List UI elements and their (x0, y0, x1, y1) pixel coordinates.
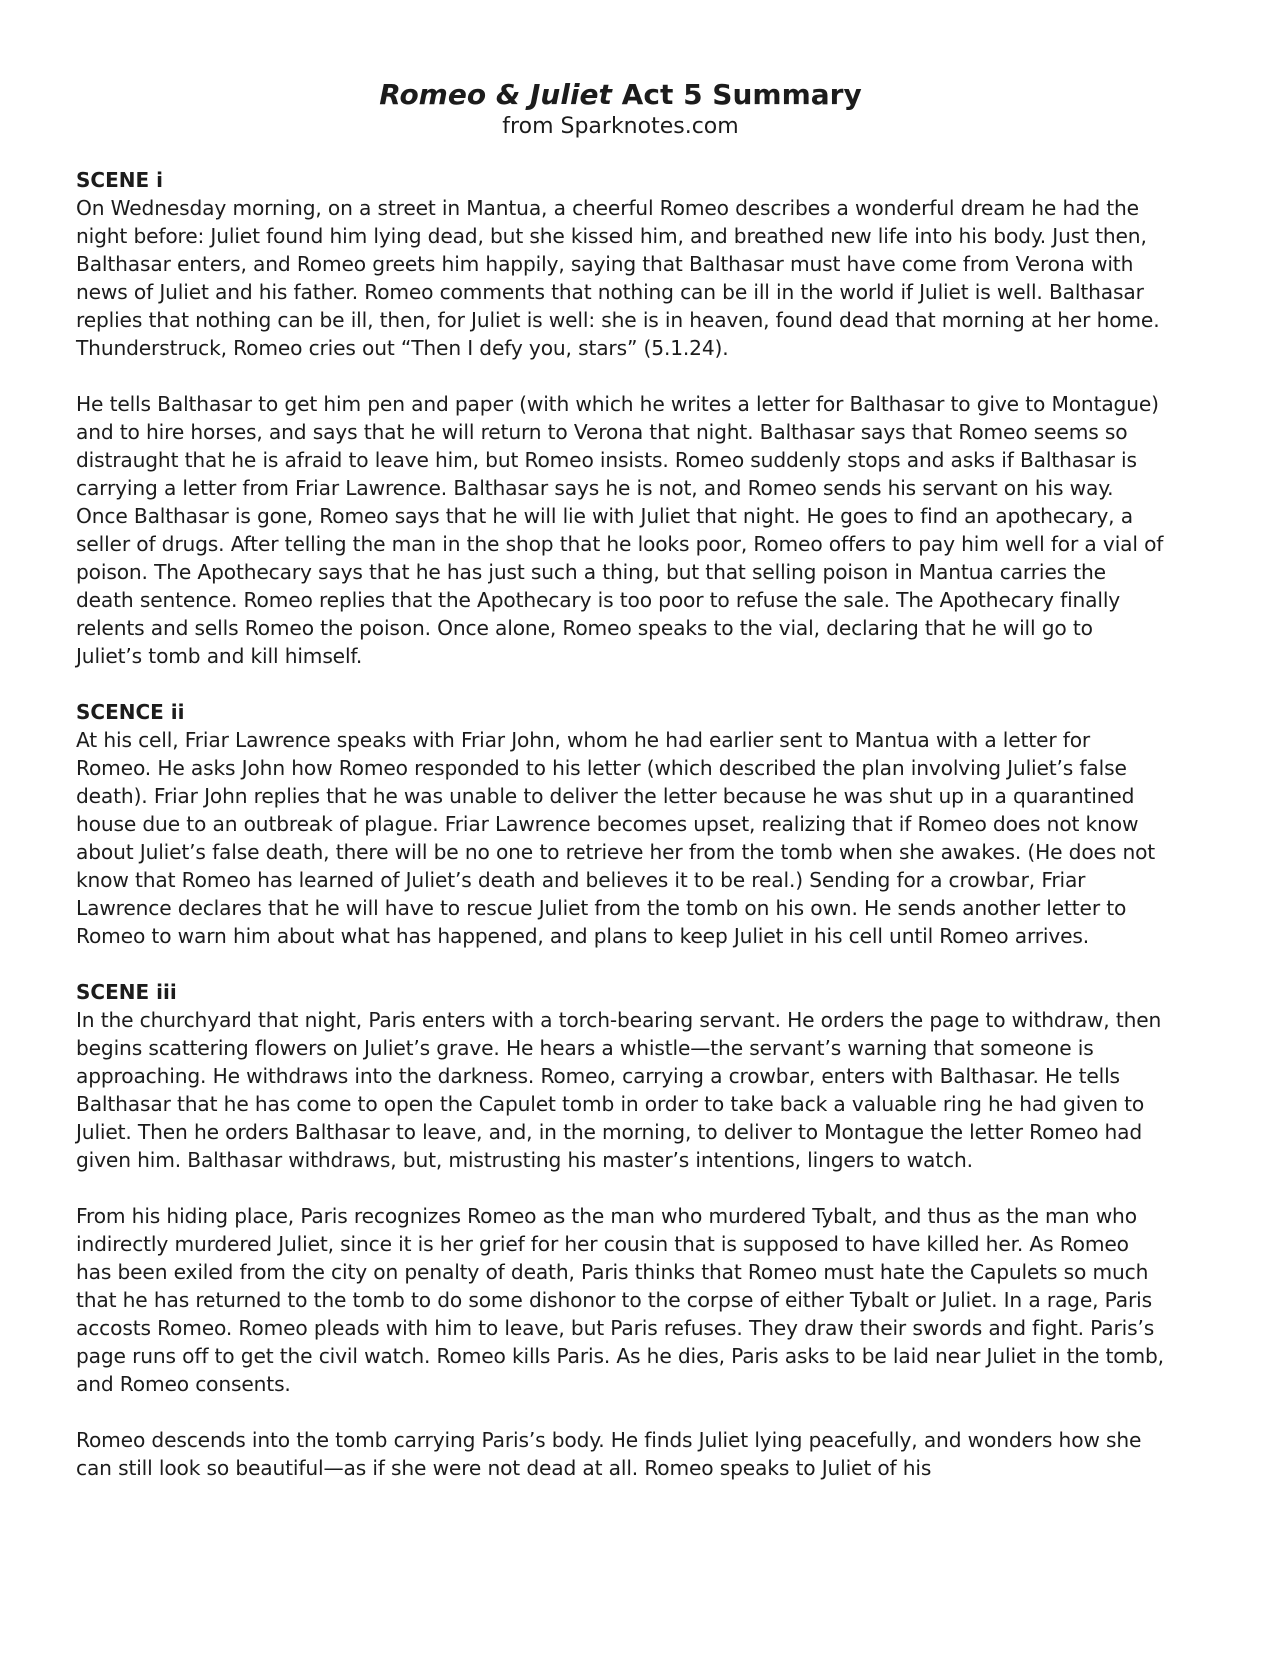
scene-3-heading: SCENE iii (76, 980, 177, 1004)
document-title (76, 78, 1165, 112)
document-title-act: Act 5 Summary (621, 78, 862, 111)
scene-1-paragraph-2: He tells Balthasar to get him pen and paper (with which he writes a letter for Balthasar to give to Montague) and to hire horses, and says that he will return to Verona that night. Balthasar says that Romeo seems so distraught that he is afraid to leave him, but Romeo insists. Romeo suddenly stops and asks if Balthasar is carrying a letter from Friar Lawrence. Balthasar says he is not, and Romeo sends his servant on his way. Once Balthasar is gone, Romeo says that he will lie with Juliet that night. He goes to find an apothecary, a seller of drugs. After telling the man in the shop that he looks poor, Romeo offers to pay him well for a vial of poison. The Apothecary says that he has just such a thing, but that selling poison in Mantua carries the death sentence. Romeo replies that the Apothecary is too poor to refuse the sale. The Apothecary finally relents and sells Romeo the poison. Once alone, Romeo speaks to the vial, declaring that he will go to Juliet’s tomb and kill himself. (76, 392, 1164, 668)
scene-1-paragraph-1: On Wednesday morning, on a street in Mantua, a cheerful Romeo describes a wonderful dream he had the night before: Juliet found him lying dead, but she kissed him, and breathed new life into his body. Just then, Balthasar enters, and Romeo greets him happily, saying that Balthasar must have come from Verona with news of Juliet and his father. Romeo comments that nothing can be ill in the world if Juliet is well. Balthasar replies that nothing can be ill, then, for Juliet is well: she is in heaven, found dead that morning at her home. Thunderstruck, Romeo cries out “Then I defy you, stars” (5.1.24). (76, 196, 1160, 360)
scene-3-paragraph-1: In the churchyard that night, Paris enters with a torch-bearing servant. He orders the page to withdraw, then begins scattering flowers on Juliet’s grave. He hears a whistle—the servant’s warning that someone is approaching. He withdraws into the darkness. Romeo, carrying a crowbar, enters with Balthasar. He tells Balthasar that he has come to open the Capulet tomb in order to take back a valuable ring he had given to Juliet. Then he orders Balthasar to leave, and, in the morning, to deliver to Montague the letter Romeo had given him. Balthasar withdraws, but, mistrusting his master’s intentions, lingers to watch. (76, 1008, 1162, 1172)
scene-3-paragraph-3: Romeo descends into the tomb carrying Paris’s body. He finds Juliet lying peacefully, and wonders how she can still look so beautiful—as if she were not dead at all. Romeo speaks to Juliet of his (76, 1428, 1142, 1480)
document-subtitle: from Sparknotes.com (502, 114, 739, 139)
scene-1-heading: SCENE i (76, 168, 163, 192)
scene-1-section (76, 166, 1165, 670)
document-title-play-name: Romeo & Juliet (379, 78, 612, 111)
scene-2-paragraph-1: At his cell, Friar Lawrence speaks with Friar John, whom he had earlier sent to Mantua with a letter for Romeo. He asks John how Romeo responded to his letter (which described the plan involving Juliet’s false death). Friar John replies that he was unable to deliver the letter because he was shut up in a quarantined house due to an outbreak of plague. Friar Lawrence becomes upset, realizing that if Romeo does not know about Juliet’s false death, there will be no one to retrieve her from the tomb when she awakes. (He does not know that Romeo has learned of Juliet’s death and believes it to be real.) Sending for a crowbar, Friar Lawrence declares that he will have to rescue Juliet from the tomb on his own. He sends another letter to Romeo to warn him about what has happened, and plans to keep Juliet in his cell until Romeo arrives. (76, 728, 1156, 948)
scene-3-section (76, 978, 1165, 1482)
scene-2-section (76, 698, 1165, 950)
scene-3-paragraph-2: From his hiding place, Paris recognizes Romeo as the man who murdered Tybalt, and thus as the man who indirectly murdered Juliet, since it is her grief for her cousin that is supposed to have killed her. As Romeo has been exiled from the city on penalty of death, Paris thinks that Romeo must hate the Capulets so much that he has returned to the tomb to do some dishonor to the corpse of either Tybalt or Juliet. In a rage, Paris accosts Romeo. Romeo pleads with him to leave, but Paris refuses. They draw their swords and fight. Paris’s page runs off to get the civil watch. Romeo kills Paris. As he dies, Paris asks to be laid near Juliet in the tomb, and Romeo consents. (76, 1204, 1164, 1396)
scene-2-heading: SCENCE ii (76, 700, 185, 724)
document-header (76, 78, 1165, 142)
